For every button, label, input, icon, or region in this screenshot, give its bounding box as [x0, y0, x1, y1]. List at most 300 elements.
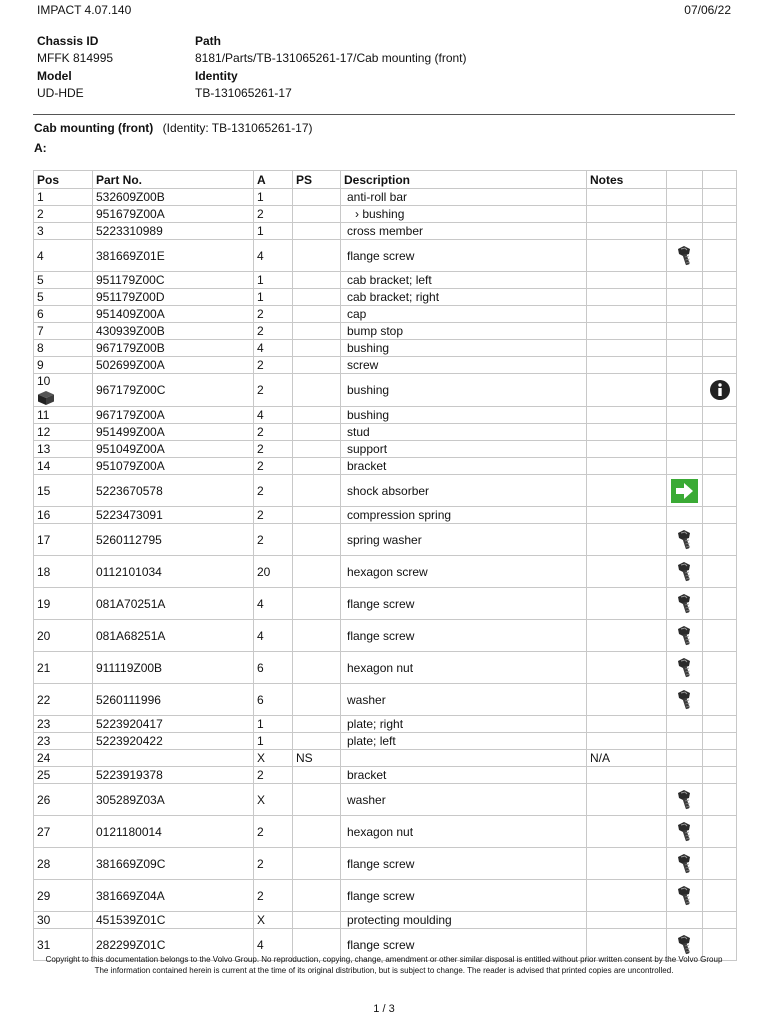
- table-row: [34, 652, 737, 684]
- cell-notes: [587, 374, 667, 407]
- cell-ps: [293, 784, 341, 816]
- cell-icon-1: [667, 206, 703, 223]
- cell-notes: [587, 524, 667, 556]
- cell-pos-text: 5: [37, 273, 44, 287]
- cell-pos: [34, 223, 93, 240]
- table-row: [34, 323, 737, 340]
- cell-a-text: 4: [257, 628, 264, 643]
- cell-a: [254, 880, 293, 912]
- cell-icon-1: [667, 306, 703, 323]
- cell-a-text: 2: [257, 483, 264, 498]
- cell-description: [341, 424, 587, 441]
- cell-part-no: [93, 507, 254, 524]
- cell-icon-2: [703, 458, 737, 475]
- cell-description-text: support: [347, 442, 388, 456]
- cell-part-no: [93, 340, 254, 357]
- cell-icon-1: [667, 912, 703, 929]
- cell-icon-1: [667, 556, 703, 588]
- cell-a-text: 2: [257, 459, 264, 473]
- table-row: [34, 816, 737, 848]
- cell-icon-1: [667, 240, 703, 272]
- table-row: [34, 289, 737, 306]
- cell-notes: [587, 441, 667, 458]
- cell-pos: [34, 767, 93, 784]
- cell-description-text: cab bracket; right: [347, 290, 440, 304]
- section-identity: (Identity: TB-131065261-17): [162, 121, 313, 135]
- cell-a: [254, 340, 293, 357]
- cell-pos-text: 13: [37, 442, 51, 456]
- cell-notes: [587, 556, 667, 588]
- cell-part-no: [93, 374, 254, 407]
- cell-icon-2: [703, 424, 737, 441]
- cell-icon-1: [667, 323, 703, 340]
- cell-description: [341, 189, 587, 206]
- cell-icon-1: [667, 620, 703, 652]
- table-row: [34, 880, 737, 912]
- cell-part-no-text: 911119Z00B: [96, 660, 163, 675]
- cell-description-text: hexagon nut: [347, 824, 414, 839]
- cell-pos-text: 15: [37, 483, 51, 498]
- cell-pos-text: 3: [37, 224, 44, 238]
- cell-ps: [293, 716, 341, 733]
- cell-description-text: cap: [347, 307, 367, 321]
- cell-description-text: plate; left: [347, 734, 396, 748]
- cell-ps: [293, 223, 341, 240]
- table-header-row: [34, 171, 737, 189]
- table-row: [34, 475, 737, 507]
- cell-notes: [587, 323, 667, 340]
- cell-part-no: [93, 189, 254, 206]
- chassis-value: MFFK 814995: [37, 51, 114, 65]
- cell-a-text: 2: [257, 442, 264, 456]
- print-date: 07/06/22: [684, 3, 731, 17]
- cell-part-no-text: 951179Z00D: [96, 290, 165, 304]
- cell-pos: [34, 424, 93, 441]
- cell-part-no: [93, 458, 254, 475]
- cell-a: [254, 816, 293, 848]
- cell-a: [254, 289, 293, 306]
- cell-icon-1: [667, 784, 703, 816]
- cell-a-text: 6: [257, 660, 264, 675]
- cell-notes: [587, 475, 667, 507]
- cell-description: [341, 784, 587, 816]
- cell-ps: [293, 588, 341, 620]
- cell-description: [341, 620, 587, 652]
- cell-ps: [293, 240, 341, 272]
- cell-icon-2: [703, 733, 737, 750]
- table-row: [34, 306, 737, 323]
- table-row: [34, 716, 737, 733]
- table-row: [34, 441, 737, 458]
- cell-icon-2: [703, 848, 737, 880]
- cell-pos-text: 29: [37, 888, 51, 903]
- cell-part-no-text: 081A70251A: [96, 596, 166, 611]
- cell-a-text: 2: [257, 508, 264, 522]
- cell-notes: [587, 733, 667, 750]
- cell-pos-text: 17: [37, 532, 51, 547]
- screw-icon[interactable]: [675, 884, 695, 908]
- cell-a-text: 2: [257, 207, 264, 221]
- cell-icon-2: [703, 767, 737, 784]
- cell-description: [341, 767, 587, 784]
- info-icon[interactable]: [709, 379, 731, 401]
- cell-pos-text: 23: [37, 717, 51, 731]
- cell-ps: [293, 306, 341, 323]
- cell-description: [341, 306, 587, 323]
- parts-table: [33, 170, 737, 961]
- cell-icon-1: [667, 424, 703, 441]
- meta-right-column: [195, 32, 467, 102]
- cell-part-no-text: 305289Z03A: [96, 792, 165, 807]
- cell-pos: [34, 458, 93, 475]
- cell-icon-2: [703, 784, 737, 816]
- cell-part-no-text: 081A68251A: [96, 628, 166, 643]
- cell-pos-text: 18: [37, 564, 51, 579]
- cell-description-text: anti-roll bar: [347, 190, 408, 204]
- cell-pos: [34, 289, 93, 306]
- model-value: UD-HDE: [37, 86, 84, 100]
- cell-icon-2: [703, 620, 737, 652]
- col-pos: Pos: [34, 171, 93, 189]
- cell-ps: [293, 620, 341, 652]
- cell-ps: [293, 507, 341, 524]
- cell-description-text: cross member: [347, 224, 424, 238]
- cell-pos: [34, 374, 93, 407]
- cell-ps: [293, 289, 341, 306]
- cell-a: [254, 750, 293, 767]
- cell-a: [254, 848, 293, 880]
- table-row: [34, 424, 737, 441]
- cell-description: [341, 340, 587, 357]
- cell-a: [254, 223, 293, 240]
- cell-description-text: bushing: [347, 341, 390, 355]
- cell-icon-1: [667, 652, 703, 684]
- cell-part-no: [93, 240, 254, 272]
- cell-ps: [293, 848, 341, 880]
- arrow-right-icon[interactable]: [671, 479, 698, 503]
- screw-icon[interactable]: [675, 624, 695, 648]
- cell-a-text: 2: [257, 324, 264, 338]
- cell-description: [341, 556, 587, 588]
- cell-description: [341, 848, 587, 880]
- cell-part-no: [93, 475, 254, 507]
- cell-a-text: 4: [257, 408, 264, 422]
- cell-icon-1: [667, 507, 703, 524]
- cell-pos-text: 8: [37, 341, 44, 355]
- cell-description: [341, 240, 587, 272]
- identity-label: Identity: [195, 69, 238, 83]
- cell-a: [254, 620, 293, 652]
- cell-notes-text: N/A: [590, 751, 611, 765]
- screw-icon[interactable]: [675, 688, 695, 712]
- cell-description: [341, 357, 587, 374]
- cell-notes: [587, 784, 667, 816]
- cell-notes: [587, 750, 667, 767]
- cell-pos: [34, 620, 93, 652]
- cell-a: [254, 784, 293, 816]
- cell-pos: [34, 733, 93, 750]
- cell-ps: [293, 323, 341, 340]
- cell-description-text: › bushing: [355, 207, 405, 221]
- col-a: A: [254, 171, 293, 189]
- cell-description-text: bracket: [347, 459, 387, 473]
- table-row: [34, 733, 737, 750]
- cell-pos-text: 30: [37, 913, 51, 927]
- model-label: Model: [37, 69, 72, 83]
- cell-pos: [34, 912, 93, 929]
- cell-notes: [587, 588, 667, 620]
- cell-ps: [293, 767, 341, 784]
- cell-description-text: hexagon nut: [347, 660, 414, 675]
- cell-icon-2: [703, 716, 737, 733]
- table-row: [34, 374, 737, 407]
- cell-part-no: [93, 784, 254, 816]
- cell-notes: [587, 189, 667, 206]
- screw-icon[interactable]: [675, 656, 695, 680]
- col-icon-1: [667, 171, 703, 189]
- table-row: [34, 206, 737, 223]
- cell-description-text: screw: [347, 358, 379, 372]
- cell-pos-text: 5: [37, 290, 44, 304]
- cell-description-text: cab bracket; left: [347, 273, 432, 287]
- cell-icon-2: [703, 507, 737, 524]
- cell-icon-2: [703, 223, 737, 240]
- page-header: [37, 3, 731, 17]
- cell-part-no: [93, 880, 254, 912]
- section-heading: [34, 121, 313, 135]
- cell-a: [254, 716, 293, 733]
- footer: [33, 954, 735, 976]
- cell-a: [254, 475, 293, 507]
- cell-a: [254, 357, 293, 374]
- divider: [33, 114, 735, 115]
- cell-ps: [293, 524, 341, 556]
- cell-description-text: flange screw: [347, 937, 415, 952]
- cell-description-text: compression spring: [347, 508, 452, 522]
- cell-a: [254, 556, 293, 588]
- meta-left-column: [37, 32, 113, 102]
- cell-a-text: 4: [257, 596, 264, 611]
- cell-icon-1: [667, 357, 703, 374]
- cell-part-no-text: 5223919378: [96, 768, 163, 782]
- cell-a: [254, 424, 293, 441]
- screw-icon[interactable]: [675, 592, 695, 616]
- cell-description-text: flange screw: [347, 856, 415, 871]
- cell-part-no-text: 967179Z00A: [96, 408, 165, 422]
- table-row: [34, 620, 737, 652]
- cell-icon-2: [703, 652, 737, 684]
- cell-part-no-text: 5223670578: [96, 483, 163, 498]
- cell-icon-2: [703, 475, 737, 507]
- col-notes: Notes: [587, 171, 667, 189]
- cell-part-no: [93, 733, 254, 750]
- cell-part-no: [93, 223, 254, 240]
- cell-notes: [587, 289, 667, 306]
- cell-part-no-text: 5260112795: [96, 532, 162, 547]
- cell-description: [341, 880, 587, 912]
- cell-pos-text: 16: [37, 508, 51, 522]
- screw-icon[interactable]: [675, 820, 695, 844]
- cell-icon-2: [703, 556, 737, 588]
- cell-ps: [293, 424, 341, 441]
- cell-part-no-text: 951679Z00A: [96, 207, 165, 221]
- cell-a-text: 4: [257, 937, 264, 952]
- cell-a: [254, 652, 293, 684]
- cell-description-text: washer: [347, 792, 386, 807]
- cell-part-no-text: 5223920417: [96, 717, 163, 731]
- cell-part-no: [93, 652, 254, 684]
- cell-notes: [587, 272, 667, 289]
- cell-icon-1: [667, 407, 703, 424]
- cell-pos-text: 25: [37, 768, 51, 782]
- cell-a: [254, 306, 293, 323]
- cell-icon-1: [667, 684, 703, 716]
- cell-description: [341, 223, 587, 240]
- cell-description: [341, 733, 587, 750]
- section-subheading: A:: [34, 141, 47, 155]
- cell-icon-2: [703, 306, 737, 323]
- cell-icon-2: [703, 357, 737, 374]
- cell-part-no: [93, 323, 254, 340]
- cell-part-no: [93, 912, 254, 929]
- cell-notes: [587, 716, 667, 733]
- cell-icon-2: [703, 323, 737, 340]
- cell-description-text: shock absorber: [347, 483, 430, 498]
- cell-pos-text: 1: [37, 190, 44, 204]
- cell-part-no: [93, 357, 254, 374]
- cell-icon-1: [667, 458, 703, 475]
- app-version: IMPACT 4.07.140: [37, 3, 132, 17]
- cell-part-no-text: 951499Z00A: [96, 425, 165, 439]
- table-row: [34, 784, 737, 816]
- cell-part-no: [93, 816, 254, 848]
- cell-a: [254, 323, 293, 340]
- cell-a-text: 2: [257, 856, 264, 871]
- cell-description-text: bushing: [347, 408, 390, 422]
- cell-icon-2: [703, 588, 737, 620]
- cell-part-no-text: 430939Z00B: [96, 324, 165, 338]
- cell-a: [254, 272, 293, 289]
- cell-icon-1: [667, 588, 703, 620]
- cell-description-text: washer: [347, 692, 386, 707]
- cell-notes: [587, 206, 667, 223]
- cell-icon-1: [667, 272, 703, 289]
- cell-pos-text: 14: [37, 459, 51, 473]
- table-row: [34, 556, 737, 588]
- cell-a: [254, 189, 293, 206]
- table-row: [34, 357, 737, 374]
- screw-icon[interactable]: [675, 852, 695, 876]
- cell-ps: [293, 357, 341, 374]
- cell-part-no-text: 282299Z01C: [96, 937, 166, 952]
- col-description: Description: [341, 171, 587, 189]
- chassis-label: Chassis ID: [37, 34, 99, 48]
- table-row: [34, 223, 737, 240]
- cell-pos-text: 10: [37, 374, 51, 388]
- cell-ps: [293, 556, 341, 588]
- cell-part-no-text: 0112101034: [96, 564, 162, 579]
- cell-part-no: [93, 206, 254, 223]
- cell-part-no-text: 381669Z01E: [96, 248, 165, 263]
- cell-part-no: [93, 848, 254, 880]
- cell-icon-1: [667, 716, 703, 733]
- cell-a-text: 6: [257, 692, 264, 707]
- cell-icon-2: [703, 750, 737, 767]
- cell-notes: [587, 767, 667, 784]
- cell-a-text: 2: [257, 888, 264, 903]
- cell-notes: [587, 340, 667, 357]
- screw-icon[interactable]: [675, 528, 695, 552]
- cell-a-text: 1: [257, 290, 264, 304]
- cell-icon-1: [667, 223, 703, 240]
- cell-notes: [587, 507, 667, 524]
- cell-a: [254, 912, 293, 929]
- cell-description-text: spring washer: [347, 532, 422, 547]
- cell-ps: [293, 475, 341, 507]
- cell-a-text: 2: [257, 425, 264, 439]
- screw-icon[interactable]: [675, 788, 695, 812]
- cell-ps: [293, 458, 341, 475]
- cell-part-no: [93, 620, 254, 652]
- cell-icon-1: [667, 374, 703, 407]
- cell-a-text: 2: [257, 358, 264, 372]
- cell-ps: [293, 374, 341, 407]
- cell-notes: [587, 880, 667, 912]
- cell-icon-2: [703, 524, 737, 556]
- cube-icon[interactable]: [37, 390, 55, 406]
- cell-a-text: 2: [257, 383, 264, 397]
- cell-icon-2: [703, 684, 737, 716]
- cell-pos-text: 23: [37, 734, 51, 748]
- cell-ps: [293, 912, 341, 929]
- cell-icon-2: [703, 340, 737, 357]
- col-icon-2: [703, 171, 737, 189]
- cell-part-no-text: 502699Z00A: [96, 358, 165, 372]
- path-label: Path: [195, 34, 222, 48]
- cell-icon-1: [667, 189, 703, 206]
- cell-description: [341, 816, 587, 848]
- cell-icon-2: [703, 240, 737, 272]
- cell-a-text: 2: [257, 824, 264, 839]
- cell-pos-text: 27: [37, 824, 51, 839]
- cell-description: [341, 458, 587, 475]
- screw-icon[interactable]: [675, 560, 695, 584]
- screw-icon[interactable]: [675, 933, 695, 957]
- table-row: [34, 767, 737, 784]
- section-title: Cab mounting (front): [34, 121, 154, 135]
- cell-notes: [587, 223, 667, 240]
- page-number: 1 / 3: [373, 1003, 395, 1015]
- cell-pos: [34, 272, 93, 289]
- cell-part-no-text: 381669Z09C: [96, 856, 166, 871]
- cell-ps: [293, 733, 341, 750]
- cell-part-no: [93, 556, 254, 588]
- table-row: [34, 507, 737, 524]
- cell-ps: [293, 652, 341, 684]
- cell-part-no: [93, 524, 254, 556]
- cell-pos-text: 24: [37, 751, 51, 765]
- cell-description: [341, 206, 587, 223]
- cell-notes: [587, 816, 667, 848]
- cell-a: [254, 206, 293, 223]
- cell-part-no: [93, 306, 254, 323]
- cell-icon-1: [667, 880, 703, 912]
- cell-description: [341, 407, 587, 424]
- screw-icon[interactable]: [675, 244, 695, 268]
- cell-a-text: 1: [257, 190, 264, 204]
- cell-pos-text: 28: [37, 856, 51, 871]
- cell-icon-2: [703, 407, 737, 424]
